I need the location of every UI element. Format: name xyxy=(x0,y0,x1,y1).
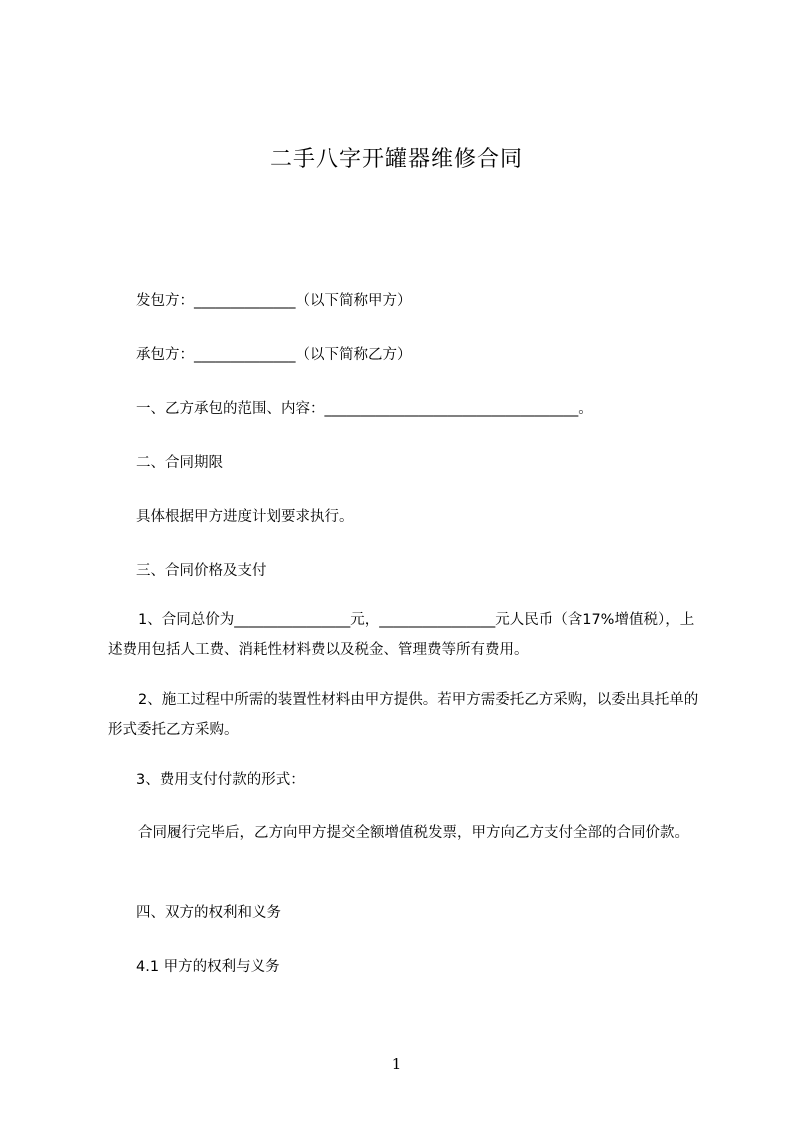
document-title: 二手八字开罐器维修合同 xyxy=(269,147,523,172)
section-4-heading: 四、双方的权利和义务 xyxy=(136,905,281,921)
section-1: 一、乙方承包的范围、内容：___________________________________。 xyxy=(136,401,593,417)
item-3-body: 合同履行完毕后，乙方向甲方提交全额增值税发票，甲方向乙方支付全部的合同价款。 xyxy=(138,825,689,841)
party-a-line: 发包方：______________（以下简称甲方） xyxy=(136,293,412,309)
section-2-body: 具体根据甲方进度计划要求执行。 xyxy=(136,509,354,525)
section-3-heading: 三、合同价格及支付 xyxy=(136,563,267,579)
section-2-heading: 二、合同期限 xyxy=(136,455,223,471)
item-2: 2、施工过程中所需的装置性材料由甲方提供。若甲方需委托乙方采购，以委出具托单的形式委托乙方采购。 xyxy=(108,692,699,738)
section-4-1-heading: 4.1 甲方的权利与义务 xyxy=(136,959,280,975)
party-b-line: 承包方：______________（以下简称乙方） xyxy=(136,347,412,363)
item-1: 1、合同总价为________________元，________________元人民币（含17%增值税），上述费用包括人工费、消耗性材料费以及税金、管理费等所有费用。 xyxy=(108,612,695,658)
page-number: 1 xyxy=(391,1055,402,1073)
item-3: 3、费用支付付款的形式： xyxy=(136,772,305,788)
